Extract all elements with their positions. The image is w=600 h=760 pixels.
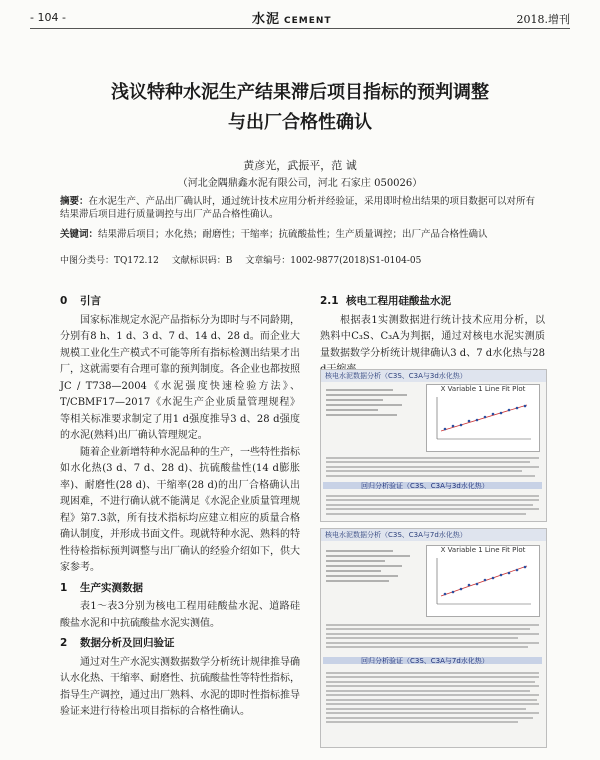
section-title: 数据分析及回归验证 — [80, 637, 175, 649]
right-column — [320, 290, 545, 379]
line-fit-plot — [426, 384, 540, 452]
authors: 黄彦光，武振平，范 诚 — [243, 159, 357, 172]
left-column — [60, 290, 300, 721]
issue-label: 2018.增刊 — [516, 13, 570, 26]
line-fit-plot — [426, 545, 540, 617]
article-title — [40, 78, 560, 138]
keywords-text: 结果滞后项目；水化热；耐磨性；干缩率；抗硫酸盐性；生产质量调控；出厂产品合格性确认 — [98, 229, 488, 240]
keywords — [60, 228, 540, 241]
journal-name — [252, 8, 332, 27]
page-number: - 104 - — [30, 11, 66, 24]
section-title: 核电工程用硅酸盐水泥 — [346, 295, 451, 307]
anova-table — [326, 454, 539, 479]
section-title: 引言 — [80, 295, 101, 307]
section-number: 2 — [60, 637, 68, 649]
clc-number: 中图分类号：TQ172.12 — [60, 256, 159, 266]
journal-name-en: CEMENT — [284, 16, 332, 26]
paragraph: 随着企业新增特种水泥品种的生产，一些特性指标如水化热(3 d、7 d、28 d)、抗硫酸盐性(14 d膨胀率)、耐磨性(28 d)、干缩率(28 d)的出厂合格确认出现困难，不进行确认就不能满足《水泥企业质量管理规程》第7.3款，所有技术指标均应建立相应的质量合格确认制度，并形成书面文件。现就特种水泥、熟料的特性待检指标预判调整与出厂确认的经验介绍如下，供大家参考。 — [60, 446, 300, 573]
figure-window-title: 核电水泥数据分析（C3S、C3A与7d水化热） — [321, 529, 546, 541]
section-number: 1 — [60, 581, 68, 594]
document-code: 文献标识码：B — [171, 256, 233, 266]
figure-caption: 回归分析验证（C3S、C3A与3d水化热） — [361, 482, 489, 490]
section-title: 生产实测数据 — [80, 581, 143, 594]
keywords-label: 关键词： — [60, 229, 99, 240]
summary-output-block — [326, 547, 421, 585]
plot-title: X Variable 1 Line Fit Plot — [440, 546, 526, 554]
paragraph: 表1～表3分别为核电工程用硅酸盐水泥、道路硅酸盐水泥和中抗硫酸盐水泥实测值。 — [60, 601, 300, 629]
figure-caption: 回归分析验证（C3S、C3A与7d水化热） — [361, 657, 489, 665]
regression-figure-2 — [320, 528, 547, 748]
journal-name-cn: 水泥 — [252, 12, 281, 27]
paragraph: 国家标准规定水泥产品指标分为即时与不同龄期，分别有8 h、1 d、3 d、7 d、14 d、28 d。而企业大规模工业化生产模式不可能等所有指标检测出结果才出厂，这就需要有合理可靠的预判制度。各企业也都按照JC / T738—2004《水泥强度快速检验方法》、T/CBMF17—2017《水泥生产企业质量管理规程》等相关标准要求制定了用1 d强度推导3 d、28 d强度的水泥(熟料)出厂确认管理规定。 — [60, 314, 300, 441]
summary-output-block — [326, 386, 421, 419]
verification-table — [326, 492, 539, 517]
section-1-heading — [60, 580, 300, 597]
anova-table — [326, 621, 539, 651]
verification-table — [326, 669, 539, 726]
affiliation: （河北金隅鼎鑫水泥有限公司，河北 石家庄 050026） — [177, 178, 423, 189]
regression-figure-1 — [320, 369, 547, 522]
article-title-line-1: 浅议特种水泥生产结果滞后项目指标的预判调整 — [111, 82, 489, 103]
classification-line — [60, 253, 540, 266]
section-2-1-heading — [320, 293, 545, 310]
section-number: 2.1 — [320, 295, 339, 307]
article-id: 文章编号：1002-9877(2018)S1-0104-05 — [245, 256, 422, 266]
section-number: 0 — [60, 295, 68, 307]
abstract-label: 摘要： — [60, 196, 89, 207]
figure-window-title: 核电水泥数据分析（C3S、C3A与3d水化热） — [321, 370, 546, 382]
article-title-line-2: 与出厂合格性确认 — [228, 112, 372, 133]
plot-title: X Variable 1 Line Fit Plot — [440, 385, 526, 393]
line-fit-plot-graphic — [427, 393, 537, 445]
running-header — [30, 8, 570, 29]
paragraph: 根据表1实测数据进行统计技术应用分析，以熟料中C₃S、C₃A为判据，通过对核电水泥实测质量数据数学分析统计规律确认3 d、7 d水化热与28 — [320, 314, 545, 359]
line-fit-plot-graphic — [427, 554, 537, 610]
abstract-text: 在水泥生产、产品出厂确认时，通过统计技术应用分析并经验证，采用即时检出结果的项目数据可以对所有结果滞后项目进行质量调控与出厂产品合格性确认。 — [60, 196, 536, 220]
section-2-heading — [60, 635, 300, 652]
abstract — [60, 195, 540, 221]
paragraph: 通过对生产水泥实测数据数学分析统计规律推导确认水化热、干缩率、耐磨性、抗硫酸盐性等特性指标，指导生产调控，通过出厂熟料、水泥的即时性指标推导验证来进行待检出项目指标的合格性确认。 — [60, 656, 300, 717]
section-0-heading — [60, 293, 300, 310]
